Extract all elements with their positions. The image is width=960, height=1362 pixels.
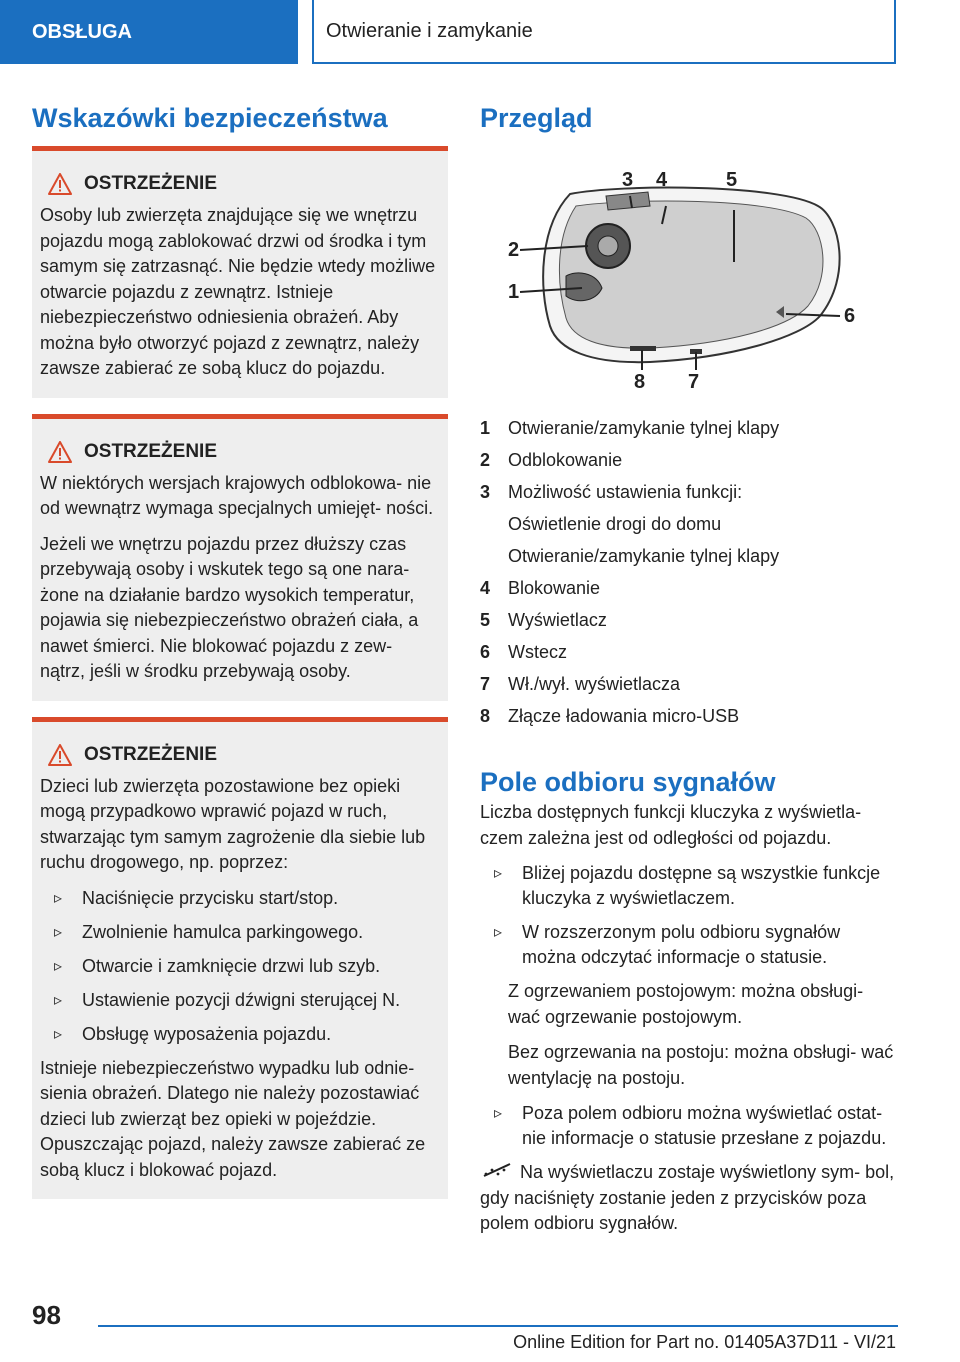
warning-box-1 bbox=[32, 146, 448, 398]
item-number: 7 bbox=[480, 674, 491, 694]
item-text: Wstecz bbox=[508, 642, 568, 662]
warning-triangle-icon bbox=[48, 744, 72, 766]
signal-bullet-list-2 bbox=[480, 1101, 898, 1151]
list-item bbox=[480, 412, 898, 444]
list-item bbox=[480, 444, 898, 476]
warning-title-text: OSTRZEŻENIE bbox=[84, 173, 218, 194]
list-item bbox=[480, 604, 898, 636]
list-item bbox=[480, 476, 898, 508]
list-item bbox=[480, 572, 898, 604]
list-item bbox=[480, 700, 898, 732]
note-text: Na wyświetlaczu zostaje wyświetlony sym- bol, gdy naciśnięty zostanie jeden z przycisków poza polem odbioru sygnałów. bbox=[480, 1162, 895, 1233]
item-text: Możliwość ustawienia funkcji: bbox=[508, 482, 743, 502]
note-paragraph bbox=[480, 1160, 898, 1237]
signal-bullet-list bbox=[480, 861, 898, 970]
page-number: 98 bbox=[32, 1300, 61, 1330]
signal-range-heading: Pole odbioru sygnałów bbox=[480, 767, 776, 797]
list-item bbox=[480, 508, 898, 540]
warning-paragraph: Istnieje niebezpieczeństwo wypadku lub odnie- sienia obrażeń. Dlatego nie należy pozostawiać dzieci lub zwierząt bez opieki w pojeździe. Opuszczając pojazd, należy zawsze zabierać ze sobą klucz i blokować pojazd. bbox=[40, 1057, 426, 1180]
bullet-sub-paragraph: Bez ogrzewania na postoju: można obsługi- wać wentylację na postoju. bbox=[508, 1042, 894, 1088]
warning-triangle-icon bbox=[48, 173, 72, 195]
list-item: ▹ Obsługę wyposażenia pojazdu. bbox=[40, 1022, 440, 1047]
item-text: Otwieranie/zamykanie tylnej klapy bbox=[508, 418, 780, 438]
warning-title-text: OSTRZEŻENIE bbox=[84, 440, 218, 462]
list-item: ▹ Zwolnienie hamulca parkingowego. bbox=[40, 920, 440, 945]
warning-paragraph: Dzieci lub zwierzęta pozostawione bez opieki mogą przypadkowo wprawić pojazd w ruch, stwarzając tym samym zagrożenie dla siebie lub ruchu drogowego, np. poprzez: bbox=[40, 775, 426, 872]
item-number: 1 bbox=[480, 418, 491, 438]
list-item: ▹ Bliżej pojazdu dostępne są wszystkie funkcje kluczyka z wyświetlaczem. bbox=[480, 861, 898, 911]
display-key-illustration bbox=[480, 166, 898, 398]
legend-list bbox=[480, 412, 898, 732]
item-number: 8 bbox=[480, 706, 491, 726]
list-item: ▹ Poza polem odbioru można wyświetlać ostat- nie informacje o statusie przesłane z pojazdu. bbox=[480, 1101, 898, 1151]
item-number: 2 bbox=[480, 450, 491, 470]
footer-divider bbox=[98, 1325, 898, 1327]
header-section-tab bbox=[0, 0, 298, 64]
figure-label-5: 5 bbox=[726, 169, 738, 191]
list-item bbox=[480, 636, 898, 668]
signal-intro: Liczba dostępnych funkcji kluczyka z wyświetla- czem zależna jest od odległości od pojazdu. bbox=[480, 802, 862, 848]
warning-paragraph: Jeżeli we wnętrzu pojazdu przez dłuższy czas przebywają osoby i wskutek tego są one nara- żone na działanie bardzo wysokich temperatur, pojawia się niebezpieczeństwo obrażeń ciała, a nawet śmierci. Nie blokować pojazdu z zew- nątrz, jeśli w środku przebywają osoby. bbox=[40, 533, 419, 681]
warning-title bbox=[48, 173, 440, 195]
item-number: 6 bbox=[480, 642, 491, 662]
item-text: Blokowanie bbox=[508, 578, 601, 598]
overview-heading: Przegląd bbox=[480, 103, 593, 133]
figure-label-4: 4 bbox=[656, 169, 668, 191]
item-number: 4 bbox=[480, 578, 491, 598]
figure-label-1: 1 bbox=[508, 281, 520, 303]
header-section-label: OBSŁUGA bbox=[32, 20, 132, 43]
warning-title bbox=[48, 744, 440, 766]
item-number: 5 bbox=[480, 610, 491, 630]
item-number bbox=[480, 540, 508, 572]
figure-label-8: 8 bbox=[634, 371, 646, 393]
list-item: ▹ W rozszerzonym polu odbioru sygnałów można odczytać informacje o statusie. bbox=[480, 920, 898, 970]
figure-label-2: 2 bbox=[508, 239, 520, 261]
list-item bbox=[480, 540, 898, 572]
header-chapter-label: Otwieranie i zamykanie bbox=[326, 19, 533, 42]
right-column bbox=[480, 100, 898, 1247]
warning-box-2 bbox=[32, 414, 448, 701]
key-figure bbox=[480, 166, 898, 398]
figure-label-7: 7 bbox=[688, 371, 700, 393]
item-text: Wyświetlacz bbox=[508, 610, 607, 630]
list-item bbox=[480, 668, 898, 700]
figure-label-3: 3 bbox=[622, 169, 634, 191]
item-text: Oświetlenie drogi do domu bbox=[508, 514, 722, 534]
list-item: ▹ Naciśnięcie przycisku start/stop. bbox=[40, 886, 440, 911]
warning-box-3 bbox=[32, 717, 448, 1200]
item-text: Odblokowanie bbox=[508, 450, 623, 470]
footer-edition: Online Edition for Part no. 01405A37D11 - VI/21 bbox=[513, 1332, 896, 1352]
no-signal-icon bbox=[480, 1162, 514, 1180]
warning-bullet-list bbox=[40, 886, 440, 1047]
figure-label-6: 6 bbox=[844, 305, 856, 327]
warning-paragraph: W niektórych wersjach krajowych odblokowa- nie od wewnątrz wymaga specjalnych umiejęt- ności. bbox=[40, 472, 434, 518]
bullet-sub-paragraph: Z ogrzewaniem postojowym: można obsługi- wać ogrzewanie postojowym. bbox=[508, 981, 864, 1027]
item-text: Złącze ładowania micro-USB bbox=[508, 706, 740, 726]
list-item: ▹ Otwarcie i zamknięcie drzwi lub szyb. bbox=[40, 954, 440, 979]
safety-heading: Wskazówki bezpieczeństwa bbox=[32, 103, 388, 133]
warning-title bbox=[48, 441, 440, 463]
warning-title-text: OSTRZEŻENIE bbox=[84, 743, 218, 765]
header-chapter-tab bbox=[312, 0, 896, 64]
list-item: ▹ Ustawienie pozycji dźwigni sterującej N. bbox=[40, 988, 440, 1013]
item-text: Wł./wył. wyświetlacza bbox=[508, 674, 681, 694]
left-column bbox=[32, 100, 448, 1199]
item-number bbox=[480, 508, 508, 540]
item-text: Otwieranie/zamykanie tylnej klapy bbox=[508, 546, 780, 566]
warning-triangle-icon bbox=[48, 441, 72, 463]
item-number: 3 bbox=[480, 482, 491, 502]
warning-paragraph: Osoby lub zwierzęta znajdujące się we wnętrzu pojazdu mogą zablokować drzwi od środka i tym samym się zatrzasnąć. Nie będzie wtedy możliwe otwarcie pojazdu z zewnątrz. Istnieje niebezpieczeństwo odniesienia obrażeń. Aby można było otworzyć pojazd z zewnątrz, należy zawsze zabierać ze sobą klucz do pojazdu. bbox=[40, 205, 436, 378]
